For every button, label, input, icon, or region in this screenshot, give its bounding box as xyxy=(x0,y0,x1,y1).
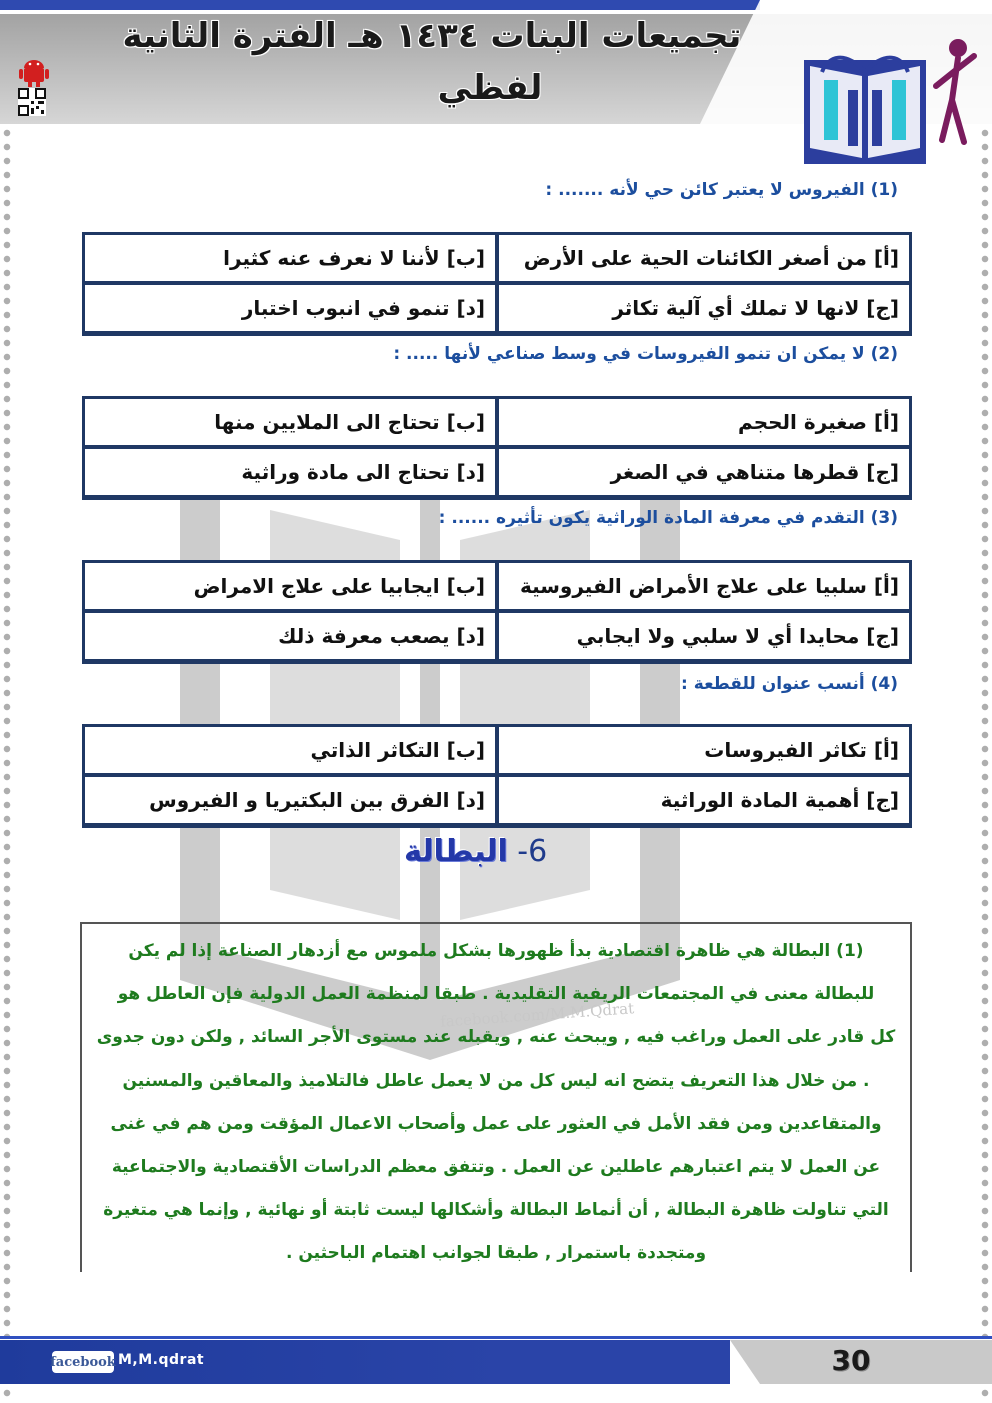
right-decorative-border xyxy=(978,0,992,1403)
android-icon xyxy=(18,58,50,88)
passage-line: عن العمل لا يتم اعتبارهم عاطلين عن العمل . وتتفق معظم الدراسات الأقتصادية والاجتماعية xyxy=(111,1157,881,1178)
section-name: البطالة xyxy=(404,834,508,869)
facebook-handle[interactable]: M,M.qdrat xyxy=(118,1352,205,1368)
question-1-heading: (1) الفيروس لا يعتبر كائن حي لأنه ....... : xyxy=(545,180,898,200)
section-title xyxy=(404,834,547,869)
question-3-option-c[interactable]: [ج] محايدا أي لا سلبي ولا ايجابي xyxy=(498,612,910,660)
question-1-option-a[interactable]: [أ] من أصغر الكائنات الحية على الأرض xyxy=(498,234,910,282)
question-4-option-b[interactable]: [ب] التكاثر الذاتي xyxy=(84,726,496,774)
question-4-option-a[interactable]: [أ] تكاثر الفيروسات xyxy=(498,726,910,774)
passage-line: . من خلال هذا التعريف يتضح انه ليس كل من لا يعمل عاطل فالتلاميذ والمعاقين والمسنين xyxy=(122,1070,870,1091)
person-figure-icon xyxy=(930,30,980,160)
question-3-option-b[interactable]: [ب] ايجابيا على علاج الامراض xyxy=(84,562,496,610)
reading-passage xyxy=(80,922,912,1272)
question-1-options xyxy=(82,232,912,336)
header-title: تجميعات البنات ١٤٣٤ هـ الفترة الثانية xyxy=(122,16,742,56)
question-2-option-c[interactable]: [ج] قطرها متناهي في الصغر xyxy=(498,448,910,496)
question-4-option-c[interactable]: [ج] أهمية المادة الوراثية xyxy=(498,776,910,824)
section-number: 6- xyxy=(517,834,548,869)
question-2-options xyxy=(82,396,912,500)
page-number: 30 xyxy=(831,1344,871,1377)
question-4-option-d[interactable]: [د] الفرق بين البكتيريا و الفيروس xyxy=(84,776,496,824)
question-3-option-d[interactable]: [د] يصعب معرفة ذلك xyxy=(84,612,496,660)
passage-line: والمتقاعدين ومن فقد الأمل في العثور على عمل وأصحاب الاعمال المؤقت ومن هم في غنى xyxy=(110,1113,882,1134)
question-4-heading: (4) أنسب عنوان للقطعة : xyxy=(681,674,898,694)
passage-line: (1) البطالة هي ظاهرة اقتصادية بدأ ظهورها بشكل ملموس مع أزدهار الصناعة إذا لم يكن xyxy=(128,941,864,961)
left-decorative-border xyxy=(0,0,14,1403)
question-4-options xyxy=(82,724,912,828)
question-2-option-a[interactable]: [أ] صغيرة الحجم xyxy=(498,398,910,446)
passage-line: ومتجددة باستمرار , طبقا لجوانب اهتمام الباحثين . xyxy=(285,1243,707,1264)
site-logo-book-icon xyxy=(800,50,930,168)
question-2-option-d[interactable]: [د] تحتاج الى مادة وراثية xyxy=(84,448,496,496)
question-2-option-b[interactable]: [ب] تحتاج الى الملايين منها xyxy=(84,398,496,446)
passage-text xyxy=(94,930,898,1276)
question-2-heading: (2) لا يمكن ان تنمو الفيروسات في وسط صناعي لأنها ..... : xyxy=(393,344,898,364)
passage-line: كل قادر على العمل وراغب فيه , ويبحث عنه , ويقبله عند مستوى الأجر السائد , ولكن دون جدوى xyxy=(96,1027,896,1048)
question-1-option-d[interactable]: [د] تنمو في انبوب اختبار xyxy=(84,284,496,332)
question-3-options xyxy=(82,560,912,664)
question-3-option-a[interactable]: [أ] سلبيا على علاج الأمراض الفيروسية xyxy=(498,562,910,610)
question-3-heading: (3) التقدم في معرفة المادة الوراثية يكون تأثيره ...... : xyxy=(438,508,898,528)
passage-line: التي تناولت ظاهرة البطالة , أن أنماط البطالة وأشكالها ليست ثابتة أو نهائية , وإنما هي متغيرة xyxy=(103,1200,889,1221)
qr-code-icon xyxy=(18,88,46,116)
question-1-option-c[interactable]: [ج] لانها لا تملك أي آلية تكاثر xyxy=(498,284,910,332)
facebook-badge[interactable]: facebook xyxy=(52,1351,114,1373)
facebook-url-watermark: facebook.com/M.M.Qdrat xyxy=(439,999,635,1031)
question-1-option-b[interactable]: [ب] لأننا لا نعرف عنه كثيرا xyxy=(84,234,496,282)
header-subtitle: لفظي xyxy=(437,68,543,108)
page-header xyxy=(0,0,992,170)
passage-line: للبطالة معنى في المجتمعات الريفية التقليدية . طبقا لمنظمة العمل الدولية فإن العاطل هو xyxy=(117,984,875,1005)
